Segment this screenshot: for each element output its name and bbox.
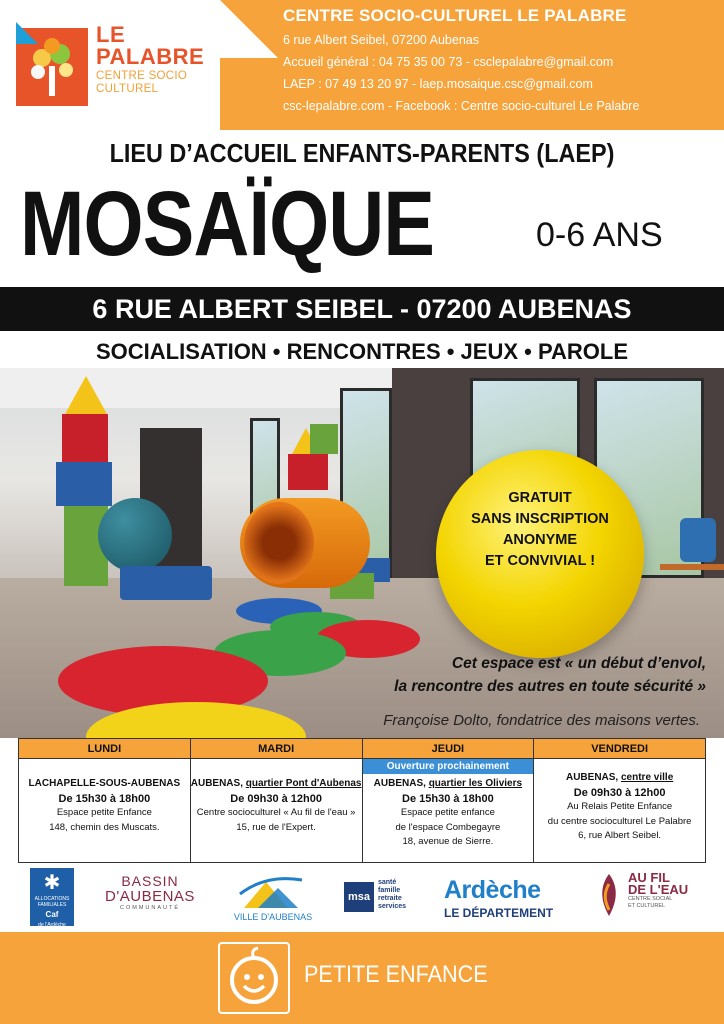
- dolto-quote: [394, 652, 706, 698]
- caf-text: ALLOCATIONS FAMILIALES: [34, 896, 70, 908]
- fil-line-3: CENTRE SOCIAL: [628, 896, 673, 902]
- msa-line: services: [378, 903, 407, 910]
- age-range: 0-6 ANS: [536, 216, 663, 254]
- fil-line-1: AU FIL: [628, 870, 670, 885]
- org-laep-contact: LAEP : 07 49 13 20 97 - laep.mosaique.csc@gmail.com: [283, 77, 593, 91]
- msa-line: retraite: [378, 895, 402, 902]
- day-city: AUBENAS,: [373, 778, 429, 789]
- logo-corner-shape: [16, 22, 38, 44]
- logo-line-4: CULTUREL: [96, 82, 159, 95]
- header-notch: [220, 0, 278, 58]
- schedule-day-tuesday: [191, 739, 363, 862]
- schedule-day-thursday: [363, 739, 535, 862]
- day-district: quartier Pont d'Aubenas: [245, 778, 362, 789]
- day-location: [363, 777, 534, 792]
- day-header: VENDREDI: [534, 739, 705, 759]
- day-venue: Espace petite Enfance: [56, 807, 152, 818]
- caf-label: Caf: [45, 910, 59, 919]
- msa-logo: msa: [344, 882, 374, 912]
- quote-line-2: la rencontre des autres en toute sécurité »: [394, 678, 706, 695]
- day-address: 6, rue Albert Seibel.: [578, 830, 662, 841]
- day-district: quartier les Oliviers: [428, 778, 523, 789]
- tagline: SOCIALISATION • RENCONTRES • JEUX • PAROLE: [95, 339, 628, 364]
- bassin-line-1: BASSIN: [121, 873, 179, 889]
- table-edge: [660, 564, 724, 570]
- day-address: 15, rue de l'Expert.: [236, 821, 316, 833]
- photo-ceiling: [0, 368, 392, 408]
- day-venue: Espace petite enfance: [400, 807, 495, 818]
- contact-block: [283, 6, 639, 121]
- logo-line-1: LE: [96, 22, 126, 47]
- address-bar: 6 RUE ALBERT SEIBEL - 07200 AUBENAS: [0, 287, 724, 331]
- caf-name: [30, 910, 74, 928]
- page-title: MOSAÏQUE: [20, 173, 435, 275]
- ball-line-4: ET CONVIVIAL !: [484, 553, 596, 569]
- schedule-day-monday: [19, 739, 191, 862]
- tower-block: [56, 462, 112, 506]
- tower-block: [62, 414, 108, 462]
- teal-ball: [98, 498, 172, 572]
- day-time: De 15h30 à 18h00: [402, 792, 494, 805]
- au-fil-de-leau-logo: [628, 872, 688, 910]
- day-city: AUBENAS,: [565, 772, 621, 783]
- tower-cone: [64, 376, 108, 416]
- ardeche-logo: Ardèche: [444, 876, 541, 904]
- bassin-line-2: D'AUBENAS: [105, 888, 195, 905]
- chair: [680, 518, 716, 562]
- day-location: LACHAPELLE-SOUS-AUBENAS: [28, 778, 181, 789]
- ville-aubenas-icon: [236, 874, 306, 910]
- tower-block: [310, 424, 338, 454]
- day-address: 148, chemin des Muscats.: [49, 821, 160, 833]
- bassin-line-3: COMMUNAUTÉ: [119, 905, 181, 911]
- palabre-logo: [16, 22, 203, 106]
- bassin-aubenas-logo: [102, 874, 198, 911]
- schedule-day-friday: [534, 739, 705, 862]
- day-header: MARDI: [191, 739, 362, 759]
- partner-logos: [0, 866, 724, 930]
- msa-line: famille: [378, 887, 401, 894]
- day-venue-detail: de l'espace Combegayre: [395, 821, 501, 833]
- caf-sub: de l'Ardèche: [38, 922, 66, 928]
- day-venue: Au Relais Petite Enfance: [567, 801, 673, 812]
- au-fil-de-leau-icon: [596, 870, 622, 920]
- quote-author: Françoise Dolto, fondatrice des maisons vertes.: [383, 712, 700, 729]
- day-venue-detail: du centre socioculturel Le Palabre: [547, 815, 692, 827]
- day-header: JEUDI: [363, 739, 534, 759]
- org-name: CENTRE SOCIO-CULTUREL LE PALABRE: [283, 6, 627, 25]
- opening-soon-badge: Ouverture prochainement: [363, 759, 534, 774]
- ball-line-3: ANONYME: [502, 532, 578, 548]
- day-time: De 15h30 à 18h00: [58, 792, 151, 805]
- day-time: De 09h30 à 12h00: [573, 786, 666, 799]
- fil-line-4: ET CULTUREL: [628, 903, 666, 909]
- tower-block: [288, 454, 328, 490]
- org-accueil: Accueil général : 04 75 35 00 73 - csclepalabre@gmail.com: [283, 55, 614, 69]
- logo-wordmark: [96, 24, 206, 95]
- org-web: csc-lepalabre.com - Facebook : Centre socio-culturel Le Palabre: [283, 99, 640, 113]
- subtitle: LIEU D’ACCUEIL ENFANTS-PARENTS (LAEP): [109, 138, 615, 168]
- logo-line-3: CENTRE SOCIO: [96, 70, 188, 82]
- org-address: 6 rue Albert Seibel, 07200 Aubenas: [283, 33, 479, 47]
- day-time: De 09h30 à 12h00: [230, 792, 322, 805]
- day-city: AUBENAS,: [190, 778, 246, 789]
- ville-aubenas-label: VILLE D'AUBENAS: [233, 912, 313, 922]
- msa-text: [378, 879, 406, 911]
- info-ball-text: [436, 488, 644, 572]
- caf-star-icon: ✱: [43, 872, 61, 894]
- schedule-table: [18, 738, 706, 863]
- ball-line-1: GRATUIT: [508, 490, 572, 506]
- smiley-face-icon: [218, 942, 290, 1014]
- ardeche-subtitle: LE DÉPARTEMENT: [444, 906, 554, 920]
- day-location: [534, 771, 705, 786]
- fil-line-2: DE L'EAU: [628, 882, 689, 897]
- day-venue: Centre socioculturel « Au fil de l'eau »: [196, 807, 356, 818]
- tube-opening: [244, 502, 314, 584]
- footer-label: PETITE ENFANCE: [304, 961, 488, 988]
- day-location: [191, 777, 362, 792]
- logo-line-2: PALABRE: [96, 44, 205, 69]
- msa-line: santé: [378, 879, 397, 886]
- floor-wave-block: [120, 566, 212, 600]
- quote-line-1: Cet espace est « un début d’envol,: [451, 655, 706, 672]
- ball-line-2: SANS INSCRIPTION: [471, 511, 609, 527]
- day-district: centre ville: [621, 772, 674, 783]
- day-header: LUNDI: [19, 739, 190, 759]
- day-address: 18, avenue de Sierre.: [402, 836, 494, 847]
